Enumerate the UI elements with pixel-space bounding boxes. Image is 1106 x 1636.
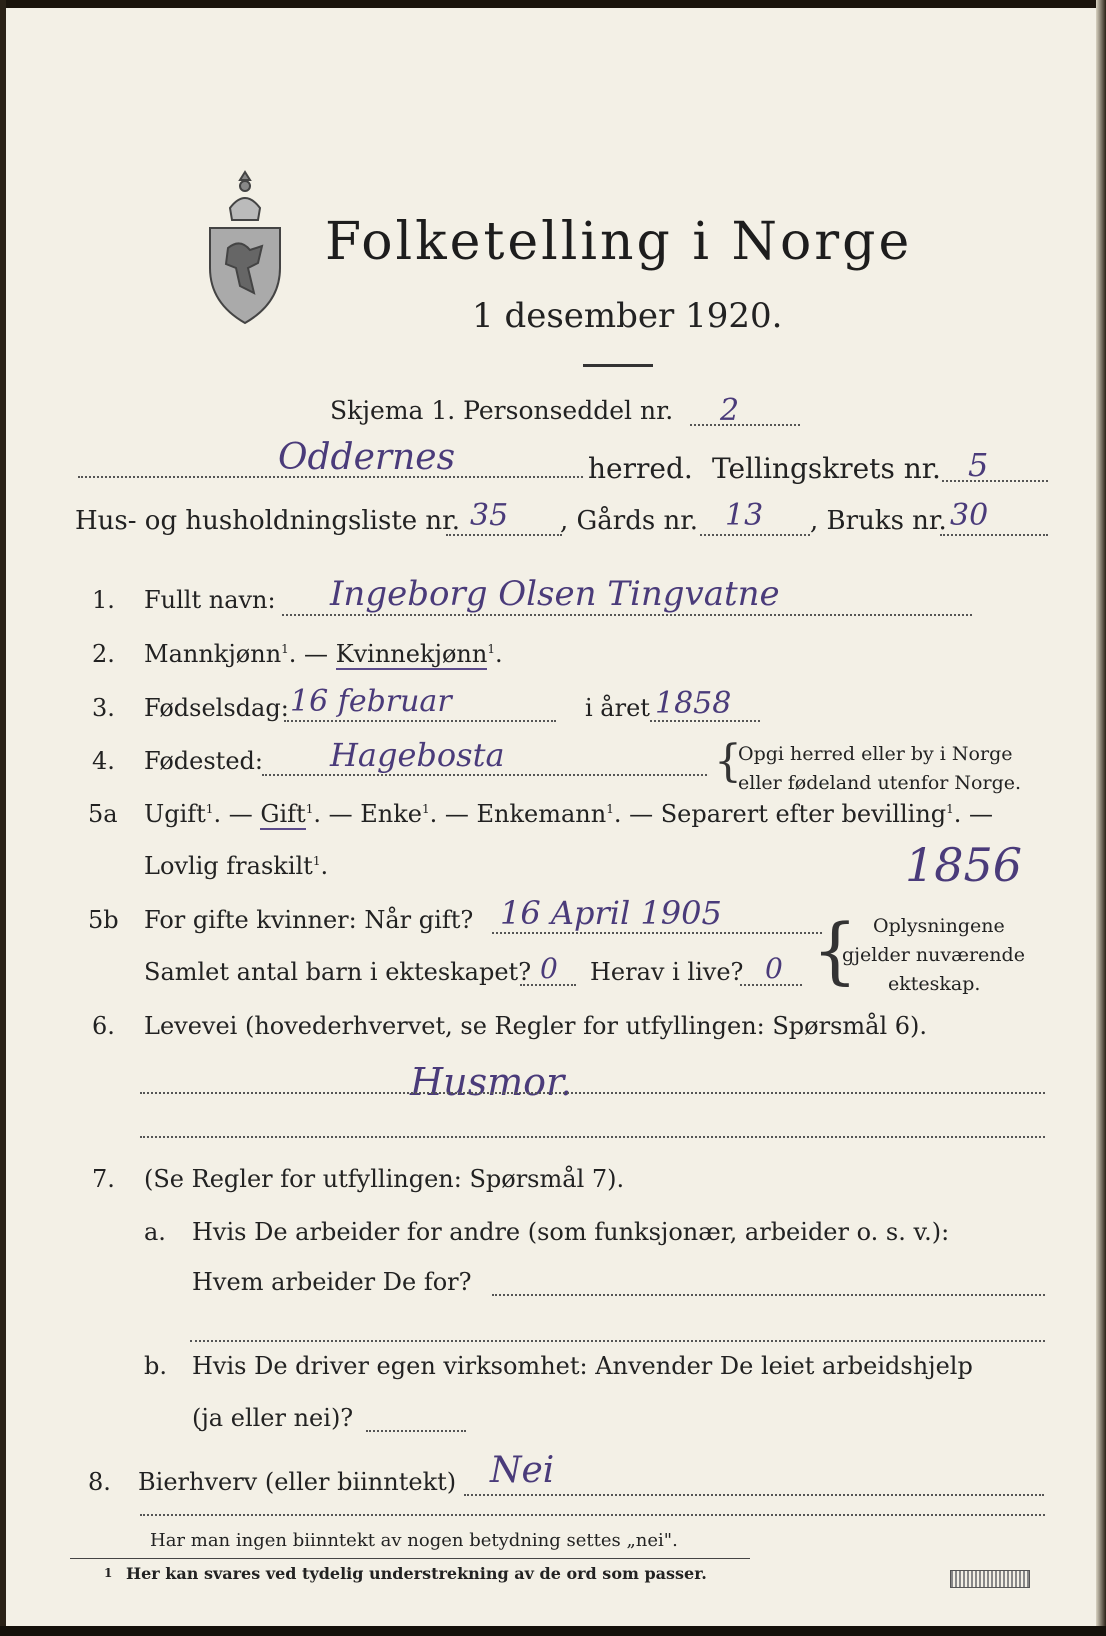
husholdningsliste-value: 35 <box>470 498 509 533</box>
separert-option: Separert efter bevilling <box>660 800 947 828</box>
scan-edge-left <box>0 0 6 1636</box>
ugift-option: Ugift <box>144 800 206 828</box>
q5b-label: For gifte kvinner: Når gift? <box>144 906 474 934</box>
q4-number: 4. <box>92 747 115 775</box>
q8-label: Bierhverv (eller biinntekt) <box>138 1468 457 1496</box>
q3-year-value: 1858 <box>655 686 732 721</box>
q3-number: 3. <box>92 694 115 722</box>
printer-stamp-icon <box>950 1570 1030 1588</box>
q1-value: Ingeborg Olsen Tingvatne <box>330 574 780 614</box>
q8-line2 <box>140 1514 1045 1516</box>
personseddel-nr-line <box>690 424 800 426</box>
form-title: Folketelling i Norge <box>325 212 913 272</box>
herred-value: Oddernes <box>278 437 456 478</box>
gards-label: , Gårds nr. <box>560 506 699 536</box>
scan-edge-bottom <box>0 1626 1106 1636</box>
gards-line <box>700 534 810 536</box>
mannkjonn-option: Mannkjønn <box>144 640 282 668</box>
kvinnekjonn-option: Kvinnekjønn <box>335 640 488 668</box>
bruks-label: , Bruks nr. <box>810 506 947 536</box>
q5b-note-bracket: { <box>812 908 858 992</box>
q5a-number: 5a <box>88 800 118 828</box>
q5b-number: 5b <box>88 906 119 934</box>
q7a-text: Hvis De arbeider for andre (som funksjonær, arbeider o. s. v.): <box>192 1218 950 1246</box>
q5b-line <box>492 932 822 934</box>
q4-note-bracket: { <box>714 736 742 787</box>
q7-number: 7. <box>92 1165 115 1193</box>
q7-label: (Se Regler for utfyllingen: Spørsmål 7). <box>144 1165 625 1193</box>
gift-option: Gift <box>260 800 306 828</box>
footnote-rule <box>70 1558 750 1559</box>
q7a-question: Hvem arbeider De for? <box>192 1268 472 1296</box>
q3-label: Fødselsdag: <box>144 694 289 722</box>
q5b-value: 16 April 1905 <box>500 894 722 932</box>
q7b-letter: b. <box>144 1352 167 1380</box>
q5a-marital-options: Ugift$^1$. — Gift$^1$. — Enke$^1$. — Enkemann$^1$. — Separert efter bevilling$^1$. — <box>144 800 994 828</box>
q5b-note-line3: ekteskap. <box>888 973 981 995</box>
q6-line2 <box>140 1136 1045 1138</box>
q3-date-value: 16 februar <box>290 684 452 719</box>
q6-value: Husmor. <box>410 1060 573 1104</box>
q1-number: 1. <box>92 586 115 614</box>
q7a-letter: a. <box>144 1218 166 1246</box>
skjema-label: Skjema 1. Personseddel nr. <box>330 396 674 425</box>
biinntekt-note: Har man ingen biinntekt av nogen betydning settes „nei". <box>150 1530 678 1551</box>
q7a-line2 <box>190 1340 1045 1342</box>
q7b-line <box>366 1430 466 1432</box>
q6-line1 <box>140 1092 1045 1094</box>
title-divider <box>583 364 653 367</box>
q4-note-line2: eller fødeland utenfor Norge. <box>738 772 1022 794</box>
q2-sex-options: Mannkjønn$^1$. — Kvinnekjønn$^1$. <box>144 640 503 668</box>
q5b-note-line1: Oplysningene <box>873 915 1005 937</box>
q4-value: Hagebosta <box>330 736 505 774</box>
q7a-line1 <box>492 1294 1045 1296</box>
q4-note-line1: Opgi herred eller by i Norge <box>738 743 1013 765</box>
footnote-mark: 1 <box>104 1566 113 1580</box>
q4-line <box>262 774 707 776</box>
personseddel-nr-value: 2 <box>720 393 740 428</box>
q4-label: Fødested: <box>144 747 263 775</box>
q6-label: Levevei (hovederhvervet, se Regler for utfyllingen: Spørsmål 6). <box>144 1012 928 1040</box>
tellingskrets-line <box>942 480 1048 482</box>
q8-line <box>464 1494 1044 1496</box>
q2-number: 2. <box>92 640 115 668</box>
enkemann-option: Enkemann <box>476 800 607 828</box>
q7b-text: Hvis De driver egen virksomhet: Anvender De leiet arbeidshjelp <box>192 1352 973 1380</box>
q5b-barn-value: 0 <box>540 952 558 985</box>
husholdningsliste-label: Hus- og husholdningsliste nr. <box>75 506 461 536</box>
q5b-barn-label: Samlet antal barn i ekteskapet? <box>144 958 532 986</box>
tellingskrets-value: 5 <box>968 446 989 484</box>
bruks-value: 30 <box>950 498 989 533</box>
tellingskrets-label: Tellingskrets nr. <box>712 452 941 485</box>
gards-value: 13 <box>725 498 764 533</box>
enke-option: Enke <box>360 800 422 828</box>
husholdningsliste-line <box>446 534 562 536</box>
q7b-question: (ja eller nei)? <box>192 1404 354 1432</box>
lovlig-fraskilt-option: Lovlig fraskilt$^1$. <box>144 852 329 880</box>
q5b-ilive-value: 0 <box>765 952 783 985</box>
q1-line <box>282 614 972 616</box>
q8-number: 8. <box>88 1468 111 1496</box>
census-date: 1 desember 1920. <box>472 296 783 336</box>
herred-label: herred. <box>588 452 693 485</box>
norway-coat-of-arms-icon <box>200 168 290 328</box>
q3-date-line <box>284 720 556 722</box>
q8-value: Nei <box>490 1450 555 1491</box>
bruks-line <box>940 534 1048 536</box>
q1-label: Fullt navn: <box>144 586 276 614</box>
scan-edge-top <box>0 0 1106 8</box>
q3-year-label: i året <box>585 694 650 722</box>
footnote-text: Her kan svares ved tydelig understrekning av de ord som passer. <box>126 1564 707 1583</box>
q5a-side-note: 1856 <box>905 838 1023 892</box>
scan-edge-right <box>1096 0 1106 1636</box>
q6-number: 6. <box>92 1012 115 1040</box>
q5b-ilive-label: Herav i live? <box>590 958 744 986</box>
q5b-note-line2: gjelder nuværende <box>842 944 1025 966</box>
